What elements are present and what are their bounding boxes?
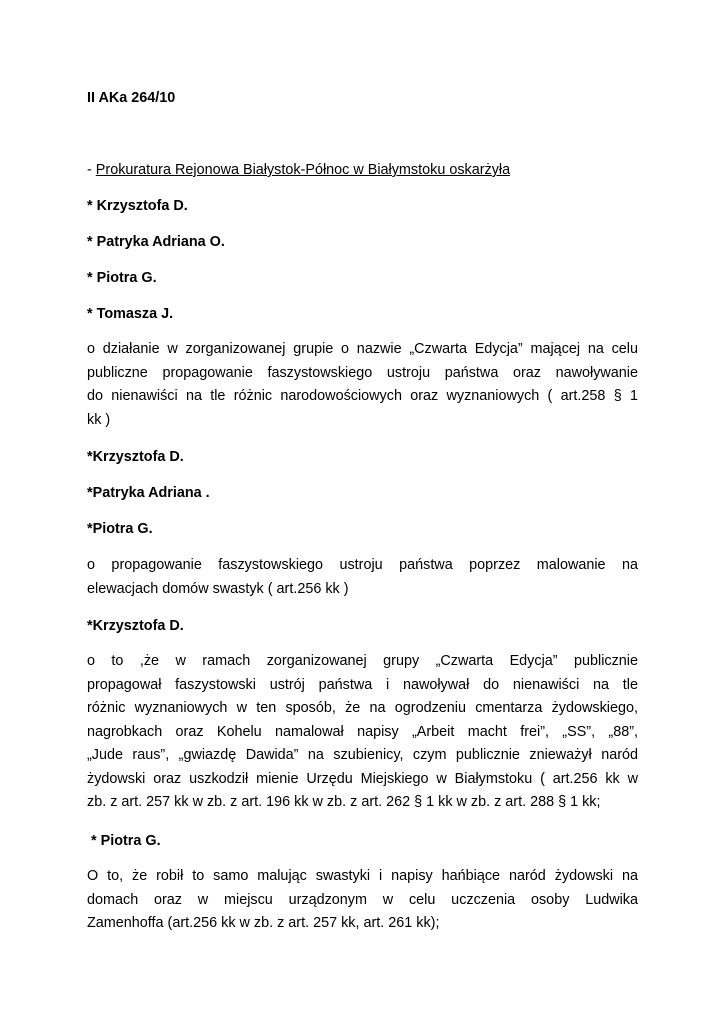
- charge-paragraph-4: [87, 865, 638, 936]
- charge-line: domach oraz w miejscu urządzonym w celu uczczenia osoby Ludwika: [87, 891, 638, 908]
- charge-line: nagrobkach oraz Kohelu namalował napisy „Arbeit macht frei”, „SS”, „88”,: [87, 723, 638, 740]
- prosecutor-line: [87, 158, 510, 182]
- charge-line: publiczne propagowanie faszystowskiego ustroju państwa oraz nawoływanie: [87, 364, 638, 381]
- defendant-item: * Patryka Adriana O.: [87, 234, 225, 250]
- charge-line: różnic wyznaniowych w ten sposób, że na ogrodzeniu cmentarza żydowskiego,: [87, 700, 638, 716]
- charge-line: kk ): [87, 411, 111, 428]
- defendant-item: * Krzysztofa D.: [87, 198, 188, 214]
- charge-line: propagował faszystowski ustrój państwa i nawoływał do nienawiści na tle: [87, 676, 638, 693]
- charge-line: O to, że robił to samo malując swastyki i napisy hańbiące naród żydowski na: [87, 868, 638, 884]
- defendant-item: * Piotra G.: [87, 833, 161, 849]
- charge-paragraph-1: [87, 338, 638, 432]
- charge-line: o działanie w zorganizowanej grupie o nazwie „Czwarta Edycja” mającej na celu: [87, 341, 638, 357]
- prosecutor-prefix: -: [87, 162, 96, 178]
- charge-line: o propagowanie faszystowskiego ustroju państwa poprzez malowanie na: [87, 557, 638, 573]
- defendant-item: *Patryka Adriana .: [87, 485, 210, 501]
- charge-line: o to ,że w ramach zorganizowanej grupy „Czwarta Edycja” publicznie: [87, 653, 638, 669]
- charge-line: zb. z art. 257 kk w zb. z art. 196 kk w zb. z art. 262 § 1 kk w zb. z art. 288 § 1 kk;: [87, 794, 601, 810]
- charge-line: „Jude raus”, „gwiazdę Dawida” na szubienicy, czym publicznie znieważył naród: [87, 747, 638, 763]
- defendant-item: * Piotra G.: [87, 270, 157, 286]
- charge-paragraph-2: [87, 554, 638, 601]
- defendant-item: *Krzysztofa D.: [87, 618, 184, 634]
- charge-line: Zamenhoffa (art.256 kk w zb. z art. 257 kk, art. 261 kk);: [87, 915, 440, 931]
- defendant-item: * Tomasza J.: [87, 306, 174, 322]
- charge-paragraph-3: [87, 650, 638, 815]
- defendant-item: *Piotra G.: [87, 521, 153, 537]
- charge-line: żydowski oraz uszkodził mienie Urzędu Miejskiego w Białymstoku ( art.256 kk w: [87, 770, 638, 787]
- case-number: II AKa 264/10: [87, 90, 176, 106]
- prosecutor-text: Prokuratura Rejonowa Białystok-Północ w Białymstoku oskarżyła: [95, 162, 511, 178]
- charge-line: elewacjach domów swastyk ( art.256 kk ): [87, 580, 349, 597]
- charge-line: do nienawiści na tle różnic narodowościowych oraz wyznaniowych ( art.258 § 1: [87, 388, 638, 404]
- defendant-item: *Krzysztofa D.: [87, 449, 184, 465]
